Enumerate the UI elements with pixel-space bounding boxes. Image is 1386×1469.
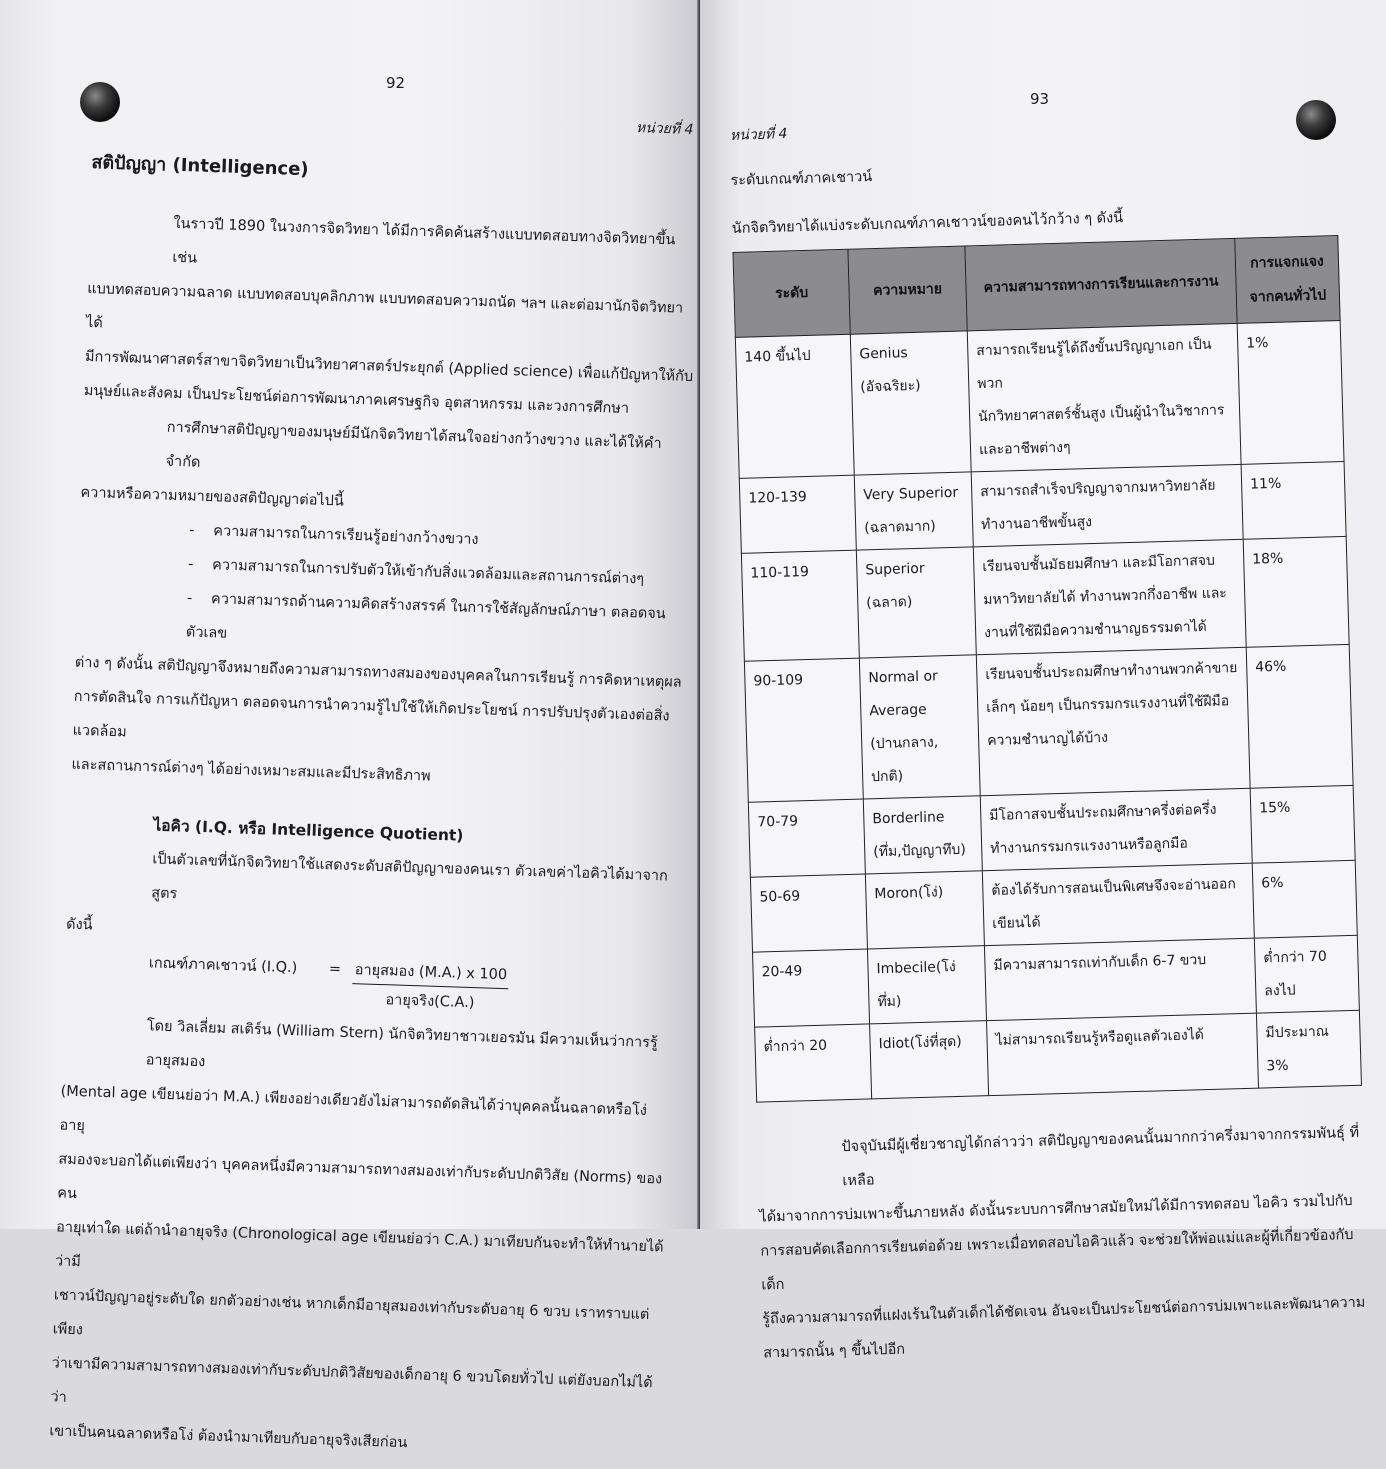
column-header: การแจกแจง จากคนทั่วไป (1235, 236, 1340, 324)
table-cell-level: 70-79 (748, 799, 865, 877)
cell-line: Idiot(โง่ที่สุด) (878, 1033, 962, 1053)
table-cell-dist: 18% (1243, 536, 1349, 647)
paragraph-line: เป็นตัวเลขที่นักจิตวิทยาใช้แสดงระดับสติปัญญาของคนเรา ตัวเลขค่าไอคิวได้มาจากสูตร (150, 851, 669, 903)
cell-line: Imbecile(โง่ทึ่ม) (876, 959, 956, 1011)
cell-line: Genius (859, 345, 908, 363)
cell-line: สามารถเรียนรู้ได้ถึงขั้นปริญญาเอก เป็นพวก (976, 336, 1212, 393)
paragraph-line: สามารถนั้น ๆ ขึ้นไปอีก (763, 1341, 906, 1362)
section-heading: สติปัญญา (Intelligence) (91, 151, 309, 181)
cell-line: Borderline (872, 809, 945, 828)
cell-line: เขียนได้ (992, 914, 1041, 932)
formula-numerator: อายุสมอง (M.A.) x 100 (352, 957, 509, 989)
right-content (730, 147, 1373, 1371)
paragraph-line: อายุเท่าใด แต่ถ้านำอายุจริง (Chronological age เขียนย่อว่า C.A.) มาเทียบกันจะทำให้ทำนายได้ว่ามี (54, 1219, 664, 1271)
cell-line: มีความสามารถเท่ากับเด็ก 6-7 ขวบ (993, 952, 1207, 974)
list-item: - ความสามารถในการเรียนรู้อย่างกว้างขวาง (189, 522, 479, 549)
cell-line: Average (869, 701, 928, 720)
cell-line: เล็กๆ น้อยๆ เป็นกรรมกรแรงงานที่ใช้ฝีมือ (986, 693, 1230, 717)
list-item-text: ความสามารถในการปรับตัวให้เข้ากับสิ่งแวดล้อมและสถานการณ์ต่างๆ (211, 557, 645, 588)
cell-line: งานที่ใช้ฝีมือความชำนาญธรรมดาได้ (983, 618, 1207, 642)
paragraph-line: ความหรือความหมายของสติปัญญาต่อไปนี้ (80, 484, 345, 510)
cell-line: (ฉลาดมาก) (864, 518, 936, 537)
column-header: ความสามารถทางการเรียนและการงาน (965, 238, 1237, 331)
list-item: - ความสามารถด้านความคิดสร้างสรรค์ ในการใช้สัญลักษณ์ภาษา ตลอดจนตัวเลข (185, 590, 666, 642)
cell-line: Very Superior (863, 484, 959, 504)
table-row (741, 536, 1349, 661)
table-cell-ability (967, 323, 1241, 471)
paragraph-line: ปัจจุบันมีผู้เชี่ยวชาญได้กล่าวว่า สติปัญญาของคนนั้นมากกว่าครึ่งมาจากกรรมพันธุ์ ที่เหลือ (841, 1124, 1360, 1190)
paragraph-line: ต่าง ๆ ดังนั้น สติปัญญาจึงหมายถึงความสามารถทางสมองของบุคคลในการเรียนรู้ การคิดหาเหตุผล (74, 654, 682, 691)
cell-line: และอาชีพต่างๆ (978, 439, 1071, 459)
intro-line: นักจิตวิทยาได้แบ่งระดับเกณฑ์ภาคเชาวน์ของคนไว้กว้าง ๆ ดังนี้ (731, 210, 1124, 237)
cell-line: ทำงานอาชีพขั้นสูง (980, 514, 1093, 534)
paragraph-line: ในราวปี 1890 ในวงการจิตวิทยา ได้มีการคิดค้นสร้างแบบทดสอบทางจิตวิทยาขึ้น เช่น (172, 215, 676, 267)
table-cell-ability (973, 539, 1246, 654)
table-cell-level: 120-139 (739, 475, 856, 553)
table-cell-meaning (870, 1021, 989, 1099)
globe-icon (1296, 100, 1336, 140)
cell-line: ทำงานกรรมกรแรงงานหรือลูกมือ (990, 835, 1188, 857)
paragraph-line: ได้มาจากการบ่มเพาะขึ้นภายหลัง ดังนั้นระบบการศึกษาสมัยใหม่ได้มีการทดสอบ ไอคิว รวมไปกับ (759, 1193, 1353, 1226)
cell-line: ต้องได้รับการสอนเป็นพิเศษจึงจะอ่านออก (991, 876, 1237, 899)
paragraph-line: ว่าเขามีความสามารถทางสมองเท่ากับระดับปกติวิสัยของเด็กอายุ 6 ขวบโดยทั่วไป แต่ยังบอกไม่ได้ว่า (50, 1355, 653, 1406)
cell-line: (อัจฉริยะ) (860, 377, 921, 396)
list-item-text: ความสามารถในการเรียนรู้อย่างกว้างขวาง (213, 523, 479, 549)
cell-line: ความชำนาญได้บ้าง (986, 729, 1109, 750)
cell-line: เรียนจบชั้นประถมศึกษาทำงานพวกค้าขาย (985, 660, 1238, 684)
table-cell-level: 50-69 (750, 874, 867, 952)
paragraph-line: สมองจะบอกได้แต่เพียงว่า บุคคลหนึ่งมีความสามารถทางสมองเท่ากับระดับปกติวิสัย (Norms) ของคน (56, 1151, 663, 1203)
table-row (744, 644, 1353, 802)
table-cell-ability (980, 788, 1252, 871)
page-number: 93 (1030, 90, 1050, 108)
list-item: - ความสามารถในการปรับตัวให้เข้ากับสิ่งแวดล้อมและสถานการณ์ต่างๆ (187, 556, 645, 588)
table-cell-meaning (854, 472, 973, 550)
paragraph-line: รู้ถึงความสามารถที่แฝงเร้นในตัวเด็กได้ชัดเจน อันจะเป็นประโยชน์ต่อการบ่มเพาะและพัฒนาความ (762, 1294, 1366, 1328)
section-title: ระดับเกณฑ์ภาคเชาวน์ (730, 169, 873, 189)
table-cell-ability (984, 938, 1256, 1021)
table-cell-level: 20-49 (753, 949, 870, 1027)
paragraph-line: (Mental age เขียนย่อว่า M.A.) เพียงอย่างเดียวยังไม่สามารถตัดสินได้ว่าบุคคลนั้นฉลาดหรือโง่ อายุ (59, 1083, 648, 1135)
cell-line: Moron(โง่) (874, 884, 944, 903)
left-content (49, 146, 702, 1469)
table-cell-dist: มีประมาณ 3% (1256, 1010, 1361, 1088)
cell-line: เรียนจบชั้นมัธยมศึกษา และมีโอกาสจบ (982, 552, 1216, 576)
page-number: 92 (386, 74, 406, 92)
table-body (735, 321, 1361, 1103)
table-cell-meaning (865, 871, 984, 949)
table-cell-dist: 15% (1250, 785, 1355, 863)
left-page (0, 0, 700, 1452)
paragraph-line: และสถานการณ์ต่างๆ ได้อย่างเหมาะสมและมีประสิทธิภาพ (71, 756, 431, 785)
formula-lhs: เกณฑ์ภาคเชาวน์ (I.Q.) (148, 955, 298, 977)
paragraph-line: แบบทดสอบความฉลาด แบบทดสอบบุคลิกภาพ แบบทดสอบความถนัด ฯลฯ และต่อมานักจิตวิทยาได้ (85, 280, 684, 332)
table-cell-meaning (856, 547, 976, 658)
paragraph-line: มีการพัฒนาศาสตร์สาขาจิตวิทยาเป็นวิทยาศาสตร์ประยุกต์ (Applied science) เพื่อแก้ปัญหาให้กับ (84, 348, 694, 386)
table-cell-level: 140 ขึ้นไป (735, 334, 854, 478)
unit-label: หน่วยที่ 4 (729, 126, 788, 144)
cell-line: (ทึ่ม,ปัญญาทึบ) (873, 841, 967, 861)
table-cell-meaning (859, 655, 980, 799)
unit-label: หน่วยที่ 4 (635, 120, 694, 138)
cell-line: สามารถสำเร็จปริญญาจากมหาวิทยาลัย (980, 477, 1216, 501)
table-cell-meaning (863, 796, 982, 874)
cell-line: มีโอกาสจบชั้นประถมศึกษาครึ่งต่อครึ่ง (989, 801, 1217, 825)
table-cell-dist: 6% (1252, 860, 1357, 938)
table-cell-dist: 1% (1237, 321, 1344, 465)
paragraph-line: เชาวน์ปัญญาอยู่ระดับใด ยกตัวอย่างเช่น หากเด็กมีอายุสมองเท่ากับระดับอายุ 6 ขวบ เราทราบแต่เพียง (52, 1287, 650, 1339)
paragraph-line: การตัดสินใจ การแก้ปัญหา ตลอดจนการนำความรู้ไปใช้ให้เกิดประโยชน์ การปรับปรุงตัวเองต่อสิ่งแวดล้อม (72, 688, 670, 741)
paragraph-line: การศึกษาสติปัญญาของมนุษย์มีนักจิตวิทยาได้สนใจอย่างกว้างขวาง และได้ให้คำจำกัด (165, 419, 662, 471)
formula-equals: = (328, 961, 342, 978)
cell-line: ปกติ) (870, 768, 904, 786)
subheading: ไอคิว (I.Q. หรือ Intelligence Quotient) (153, 816, 464, 845)
cell-line: Superior (865, 560, 925, 579)
formula-denominator: อายุจริง(C.A.) (385, 992, 475, 1012)
table-cell-ability (987, 1013, 1259, 1096)
paragraph-line: โดย วิลเลี่ยม สเติร์น (William Stern) นักจิตวิทยาชาวเยอรมัน มีความเห็นว่าการรู้อายุสมอง (145, 1018, 658, 1071)
globe-icon (80, 82, 120, 122)
paragraph-line: เขาเป็นคนฉลาดหรือโง่ ต้องนำมาเทียบกับอายุจริงเสียก่อน (49, 1423, 408, 1452)
cell-line: ไม่สามารถเรียนรู้หรือดูแลตัวเองได้ (995, 1027, 1205, 1049)
table-cell-ability (982, 863, 1254, 946)
table-cell-dist: 46% (1246, 644, 1353, 788)
table-cell-level: ต่ำกว่า 20 (755, 1024, 872, 1102)
table-cell-level: 90-109 (744, 658, 863, 802)
formula-fraction (351, 957, 509, 1017)
cell-line: นักวิทยาศาสตร์ชั้นสูง เป็นผู้นำในวิชาการ (977, 402, 1225, 426)
column-header: ระดับ (733, 249, 850, 337)
table-row (735, 321, 1344, 479)
cell-line: มหาวิทยาลัยได้ ทำงานพวกกึ่งอาชีพ และ (983, 585, 1228, 609)
table-cell-meaning (867, 946, 986, 1024)
paragraph-line: ดังนี้ (65, 916, 93, 934)
table-cell-dist: ต่ำกว่า 70 ลงไป (1254, 935, 1359, 1013)
list-item-text: ความสามารถด้านความคิดสร้างสรรค์ ในการใช้สัญลักษณ์ภาษา ตลอดจนตัวเลข (185, 591, 666, 642)
table-cell-meaning (850, 331, 971, 475)
cell-line: Normal or (868, 668, 939, 687)
cell-line: (ฉลาด) (866, 594, 913, 612)
table-cell-ability (976, 647, 1250, 795)
table-cell-ability (971, 464, 1243, 547)
right-page (700, 0, 1386, 1362)
table-cell-dist: 11% (1241, 461, 1346, 539)
paragraph-line: มนุษย์และสังคม เป็นประโยชน์ต่อการพัฒนาภาคเศรษฐกิจ อุตสาหกรรม และวงการศึกษา (83, 382, 630, 417)
column-header: ความหมาย (848, 246, 967, 334)
paragraph-line: การสอบคัดเลือกการเรียนต่อด้วย เพราะเมื่อทดสอบไอคิวแล้ว จะช่วยให้พ่อแม่และผู้ที่เกี่ยวข้องกับเด็ก (760, 1227, 1354, 1294)
cell-line: (ปานกลาง, (870, 734, 939, 753)
iq-level-table (732, 235, 1362, 1103)
table-cell-level: 110-119 (741, 550, 859, 661)
